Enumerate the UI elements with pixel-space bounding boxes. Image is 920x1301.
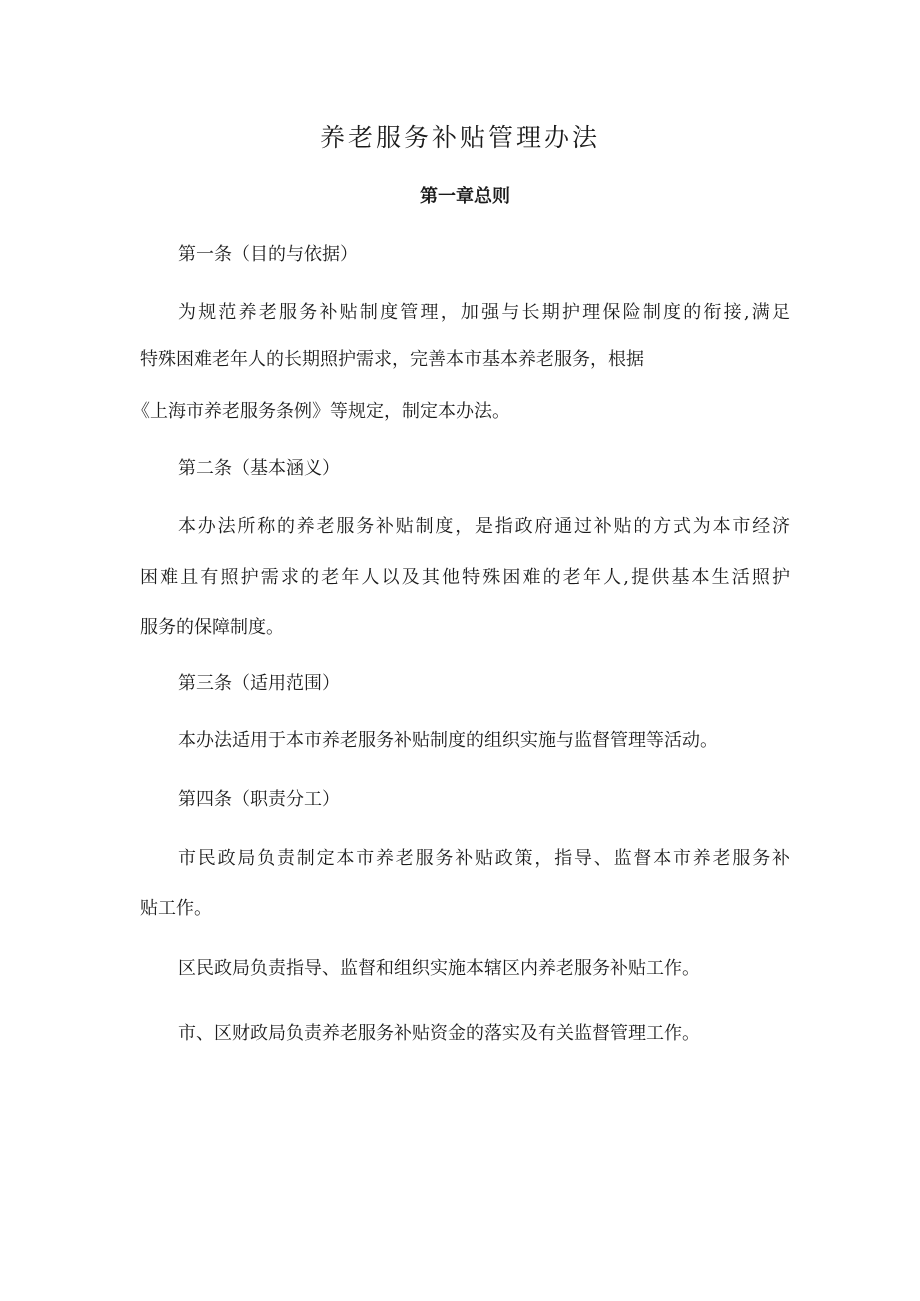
article-2-heading: 第二条（基本涵义） [178,458,340,479]
article-3-line-1: 本办法适用于本市养老服务补贴制度的组织实施与监督管理等活动。 [178,730,718,751]
article-2-line-3: 服务的保障制度。 [140,617,284,638]
article-3-heading: 第三条（适用范围） [178,673,340,694]
article-1-heading: 第一条（目的与依据） [178,244,358,265]
article-4-line-1: 市民政局负责制定本市养老服务补贴政策，指导、监督本市养老服务补 [178,848,790,869]
article-4-line-2: 贴工作。 [140,898,212,919]
article-2-line-2: 困难且有照护需求的老年人以及其他特殊困难的老年人,提供基本生活照护 [140,567,790,588]
document-title: 养老服务补贴管理办法 [319,123,600,152]
chapter-heading: 第一章总则 [420,186,510,207]
article-4-heading: 第四条（职责分工） [178,789,340,810]
article-1-line-3: 《上海市养老服务条例》等规定，制定本办法。 [132,401,510,422]
article-4-line-4: 市、区财政局负责养老服务补贴资金的落实及有关监督管理工作。 [178,1023,700,1044]
article-1-line-2: 特殊困难老年人的长期照护需求，完善本市基本养老服务，根据 [140,349,644,370]
article-1-line-1: 为规范养老服务补贴制度管理，加强与长期护理保险制度的衔接,满足 [178,302,790,323]
article-4-line-3: 区民政局负责指导、监督和组织实施本辖区内养老服务补贴工作。 [178,958,700,979]
article-2-line-1: 本办法所称的养老服务补贴制度，是指政府通过补贴的方式为本市经济 [178,516,790,537]
